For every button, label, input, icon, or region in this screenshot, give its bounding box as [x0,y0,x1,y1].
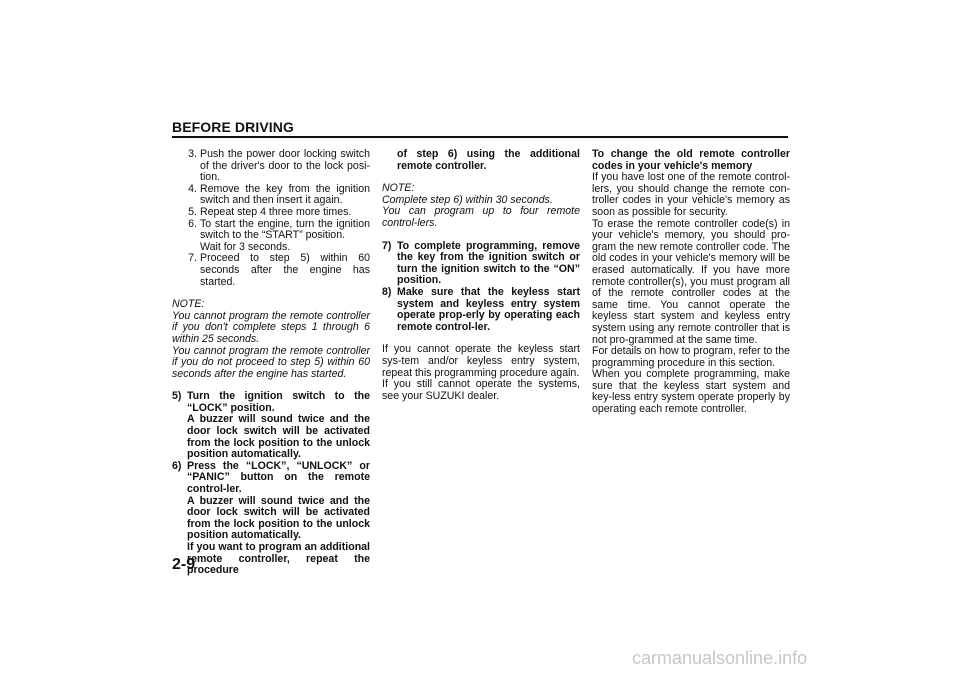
item-text: If you want to program an additional remote controller, repeat the procedure [187,541,370,577]
step-item [172,207,370,219]
item-text: Press the “LOCK”, “UNLOCK” or “PANIC” button on the remote control-ler. [187,459,370,496]
paragraph: To erase the remote controller code(s) in your vehicle's memory, you should pro-gram the new remote controller code. The old codes in your vehicle's memory will be erased automatically. If you have more remote controller(s), you must program all of the remote controller codes at the same time. You cannot operate the keyless start system and keyless entry system using any remote controller that is not pro-grammed at the same time. [592,217,790,346]
column-left [172,149,370,577]
list-item [172,391,370,461]
paragraph: For details on how to program, refer to the programming procedure in this section. [592,345,790,369]
page-number: 2-9 [172,556,196,573]
note-text: Complete step 6) within 30 seconds. [382,193,553,206]
item-number: 8) [382,285,392,298]
item-number: 5) [172,390,182,403]
note-text: You can program up to four remote control-lers. [382,205,580,229]
step-text: Push the power door locking switch of the driver's door to the lock posi-tion. [200,148,370,184]
list-item [382,287,580,333]
step-text: Proceed to step 5) within 60 seconds after the engine has started. [200,252,370,288]
step-item [172,253,370,288]
list-item [382,241,580,287]
step-number: 7. [188,252,197,265]
item-text: of step 6) using the additional remote controller. [397,148,580,172]
step-text: Wait for 3 seconds. [200,240,291,253]
steps-list [172,149,370,288]
step-number: 6. [188,217,197,230]
step-text: To start the engine, turn the ignition switch to the “START” position. [200,217,370,242]
list-item [382,149,580,172]
paragraph: If you cannot operate the keyless start sys-tem and/or keyless entry system, repeat this programming procedure again. [382,343,580,379]
item-number: 7) [382,239,392,252]
note-text: You cannot program the remote controller if you do not proceed to step 5) within 60 seconds after the engine has started. [172,344,370,380]
paragraph: If you have lost one of the remote control-lers, you should change the remote con-troller codes in your vehicle's memory as soon as possible for security. [592,171,790,218]
step-item [172,219,370,242]
column-right [592,149,790,416]
item-text: Make sure that the keyless start system and keyless entry system operate prop-erly by operating each remote control-ler. [397,285,580,333]
step-number: 5. [188,205,197,218]
subheading: To change the old remote controller codes in your vehicle's memory [592,148,790,172]
column-middle [382,149,580,402]
step-text: Remove the key from the ignition switch and then insert it again. [200,182,370,207]
item-number: 6) [172,459,182,472]
step-number: 3. [188,148,197,160]
item-text: Turn the ignition switch to the “LOCK” position. [187,390,370,414]
item-text: A buzzer will sound twice and the door lock switch will be activated from the lock position to the unlock position automatically. [187,413,370,461]
item-text: A buzzer will sound twice and the door lock switch will be activated from the lock position to the unlock position automatically. [187,494,370,542]
step-number: 4. [188,182,197,195]
list-item [172,461,370,577]
paragraph: When you complete programming, make sure that the keyless start system and key-less entry system operate properly by operating each remote controller. [592,368,790,416]
watermark: carmanualsonline.info [632,648,808,668]
step-item [172,184,370,207]
header-rule [172,136,788,138]
section-header: BEFORE DRIVING [172,119,294,135]
step-text: Repeat step 4 three more times. [200,205,352,218]
note-label: NOTE: [382,182,415,195]
note-text: You cannot program the remote controller if you don't complete steps 1 through 6 within 25 seconds. [172,309,370,345]
item-text: To complete programming, remove the key from the ignition switch or turn the ignition switch to the “ON” position. [397,239,580,287]
paragraph: If you still cannot operate the systems, see your SUZUKI dealer. [382,378,580,402]
step-item [172,149,370,184]
note-label: NOTE: [172,298,205,311]
